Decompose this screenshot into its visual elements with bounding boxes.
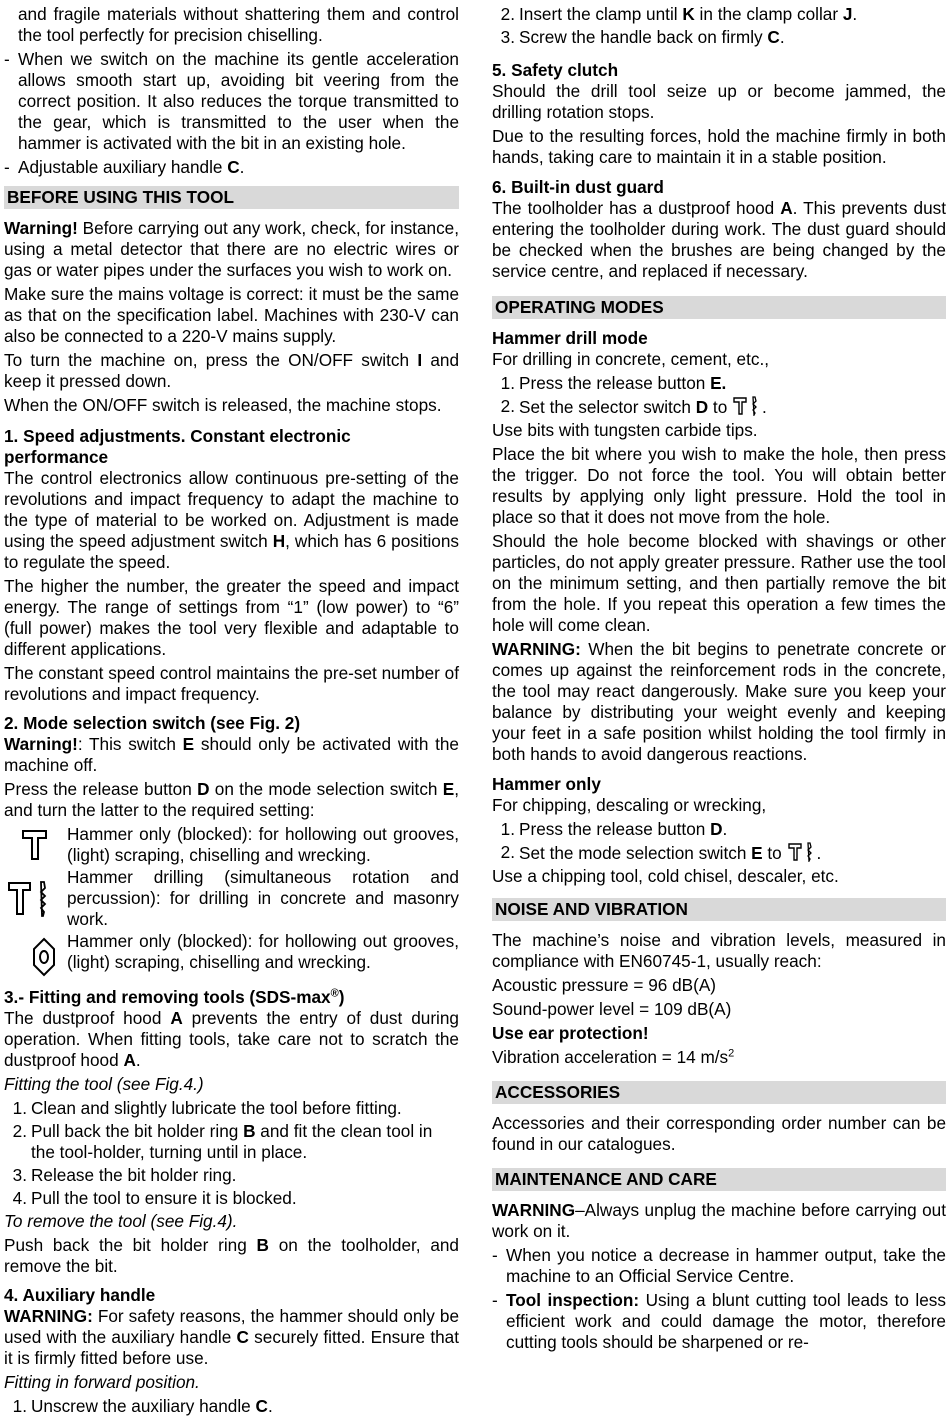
hammer-drill-icon bbox=[732, 396, 762, 416]
speed-p1: The control electronics allow continuous pre-setting of the revolutions and impact frequency to adapt the machine to the type of material to be worked on. Adjustment is made using the speed adjustment switch H, which has 6 positions to regulate the speed. bbox=[4, 468, 459, 572]
list-item: 2. Set the selector switch D to . bbox=[500, 396, 767, 417]
heading-mode-selection: 2. Mode selection switch (see Fig. 2) bbox=[4, 713, 301, 733]
ho-p2: Use a chipping tool, cold chisel, descaler, etc. bbox=[492, 866, 839, 886]
remove-subheading: To remove the tool (see Fig.4). bbox=[4, 1211, 238, 1231]
hd-warning: WARNING: When the bit begins to penetrate concrete or comes up against the reinforcement rods in the concrete, the tool may react dangerously. Make sure you keep your balance by distributing your weight evenly and keeping your feet in a safe position whilst holding the tool firmly in both hands to avoid dangerous reactions. bbox=[492, 639, 946, 764]
speed-p2: The higher the number, the greater the speed and impact energy. The range of settings from “1” (low power) to “6” (full power) makes the tool very flexible and adaptable to different applications. bbox=[4, 576, 459, 659]
acc-p1: Accessories and their corresponding order number can be found in our catalogues. bbox=[492, 1113, 946, 1154]
right-column bbox=[492, 4, 946, 1356]
intro-continuation: and fragile materials without shattering them and control the tool perfectly for precision chiselling. bbox=[18, 4, 459, 45]
before-switch-off: When the ON/OFF switch is released, the machine stops. bbox=[4, 395, 442, 415]
speed-p3: The constant speed control maintains the pre-set number of revolutions and impact frequency. bbox=[4, 663, 459, 704]
heading-hammer-only: Hammer only bbox=[492, 774, 601, 794]
hd-p2: Use bits with tungsten carbide tips. bbox=[492, 420, 758, 440]
list-item: 1. Clean and slightly lubricate the tool before fitting. bbox=[12, 1098, 402, 1118]
before-voltage: Make sure the mains voltage is correct: it must be the same as that on the specification label. Machines with 230-V can also be connected to a 220-V mains supply. bbox=[4, 284, 459, 346]
section-noise-vibration: NOISE AND VIBRATION bbox=[492, 898, 946, 921]
heading-hammer-drill-mode: Hammer drill mode bbox=[492, 328, 648, 348]
section-before-using: BEFORE USING THIS TOOL bbox=[4, 186, 459, 209]
mode-hammer-blocked: Hammer only (blocked): for hollowing out grooves, (light) scraping, chiselling and wrecking. bbox=[4, 931, 459, 977]
before-switch-on: To turn the machine on, press the ON/OFF switch I and keep it pressed down. bbox=[4, 350, 460, 391]
hammer-drill-icon bbox=[787, 842, 817, 862]
left-column bbox=[4, 4, 459, 1419]
nv-ear-protection: Use ear protection! bbox=[492, 1023, 649, 1043]
mc-bullet-inspection: - Tool inspection: Using a blunt cutting tool leads to less efficient work and could damage the motor, therefore cutting tools should be sharpened or re- bbox=[492, 1290, 946, 1352]
mc-warning: WARNING–Always unplug the machine before carrying out work on it. bbox=[492, 1200, 946, 1241]
mode-release: Press the release button D on the mode selection switch E, and turn the latter to the required setting: bbox=[4, 779, 459, 820]
list-item: 3. Release the bit holder ring. bbox=[12, 1165, 237, 1185]
hammer-icon bbox=[20, 828, 50, 862]
list-item: 3. Screw the handle back on firmly C. bbox=[500, 27, 785, 47]
mode-list bbox=[4, 824, 459, 977]
heading-fitting-tools: 3.- Fitting and removing tools (SDS-max®) bbox=[4, 987, 345, 1007]
mode-hammer-drilling: Hammer drilling (simultaneous rotation and percussion): for drilling in concrete and masonry work. bbox=[4, 867, 459, 930]
heading-safety-clutch: 5. Safety clutch bbox=[492, 60, 619, 80]
mode-hammer-only: Hammer only (blocked): for hollowing out grooves, (light) scraping, chiselling and wrecking. bbox=[4, 824, 459, 866]
list-item: 4. Pull the tool to ensure it is blocked. bbox=[12, 1188, 297, 1208]
section-accessories: ACCESSORIES bbox=[492, 1081, 946, 1104]
section-operating-modes: OPERATING MODES bbox=[492, 296, 946, 319]
hd-p4: Should the hole become blocked with shavings or other particles, do not apply greater pressure. Rather use the tool on the minimum setting, and then partially remove the bit from the hole. If you repeat this operation a few times the hole will come clean. bbox=[492, 531, 946, 635]
heading-speed-adjustments: 1. Speed adjustments. Constant electronic performance bbox=[4, 426, 351, 467]
nv-vibration: Vibration acceleration = 14 $m/s^2$ bbox=[492, 1047, 735, 1067]
mode-warning: Warning!: This switch E should only be activated with the machine off. bbox=[4, 734, 459, 775]
aux-warning: WARNING: For safety reasons, the hammer should only be used with the auxiliary handle C securely fitted. Ensure that it is firmly fitted before use. bbox=[4, 1306, 460, 1368]
remove-p: Push back the bit holder ring B on the toolholder, and remove the bit. bbox=[4, 1235, 459, 1276]
list-item: 2. Set the mode selection switch E to . bbox=[500, 842, 822, 863]
nv-p1: The machine’s noise and vibration levels, measured in compliance with EN60745-1, usually reach: bbox=[492, 930, 946, 971]
chisel-lock-icon bbox=[30, 937, 58, 977]
aux-fitting-subheading: Fitting in forward position. bbox=[4, 1372, 200, 1392]
hd-p3: Place the bit where you wish to make the hole, then press the trigger. Do not force the tool. You will obtain better results by applying only light pressure. Hold the tool in place so that it does not move from the hole. bbox=[492, 444, 946, 527]
ho-p1: For chipping, descaling or wrecking, bbox=[492, 795, 767, 815]
nv-sound-power: Sound-power level = 109 dB(A) bbox=[492, 999, 732, 1019]
clutch-p1: Should the drill tool seize up or become jammed, the drilling rotation stops. bbox=[492, 81, 946, 122]
intro-bullet-acceleration: - When we switch on the machine its gentle acceleration allows smooth start up, avoiding bit veering from the correct position. It also reduces the torque transmitted to the gear, which is transmitted to the user when the hammer is activated with the bit in an existing hole. bbox=[4, 49, 459, 153]
clutch-p2: Due to the resulting forces, hold the machine firmly in both hands, taking care to maintain it in a stable position. bbox=[492, 126, 946, 167]
list-item: 2. Pull back the bit holder ring B and fit the clean tool in the tool-holder, turning until in place. bbox=[12, 1121, 433, 1162]
fitting-p1: The dustproof hood A prevents the entry of dust during operation. When fitting tools, take care not to scratch the dustproof hood A. bbox=[4, 1008, 459, 1070]
intro-bullet-handle: - Adjustable auxiliary handle C. bbox=[4, 157, 245, 177]
list-item: 2. Insert the clamp until K in the clamp collar J. bbox=[500, 4, 858, 24]
before-warning: Warning! Before carrying out any work, check, for instance, using a metal detector that there are no electric wires or gas or water pipes under the surfaces you wish to work on. bbox=[4, 218, 459, 280]
hammer-drill-icon bbox=[6, 880, 54, 918]
list-item: 1. Press the release button E. bbox=[500, 373, 727, 393]
mc-bullet-output: - When you notice a decrease in hammer output, take the machine to an Official Service Centre. bbox=[492, 1245, 946, 1286]
nv-acoustic: Acoustic pressure = 96 dB(A) bbox=[492, 975, 717, 995]
heading-dust-guard: 6. Built-in dust guard bbox=[492, 177, 664, 197]
list-item: 1. Unscrew the auxiliary handle C. bbox=[12, 1396, 273, 1416]
dust-p1: The toolholder has a dustproof hood A. This prevents dust entering the toolholder during work. The dust guard should be checked when the brushes are being changed by the service centre, and replaced if necessary. bbox=[492, 198, 946, 281]
heading-auxiliary-handle: 4. Auxiliary handle bbox=[4, 1285, 156, 1305]
list-item: 1. Press the release button D. bbox=[500, 819, 728, 839]
section-maintenance: MAINTENANCE AND CARE bbox=[492, 1168, 946, 1191]
fitting-subheading: Fitting the tool (see Fig.4.) bbox=[4, 1074, 204, 1094]
hd-p1: For drilling in concrete, cement, etc., bbox=[492, 349, 770, 369]
